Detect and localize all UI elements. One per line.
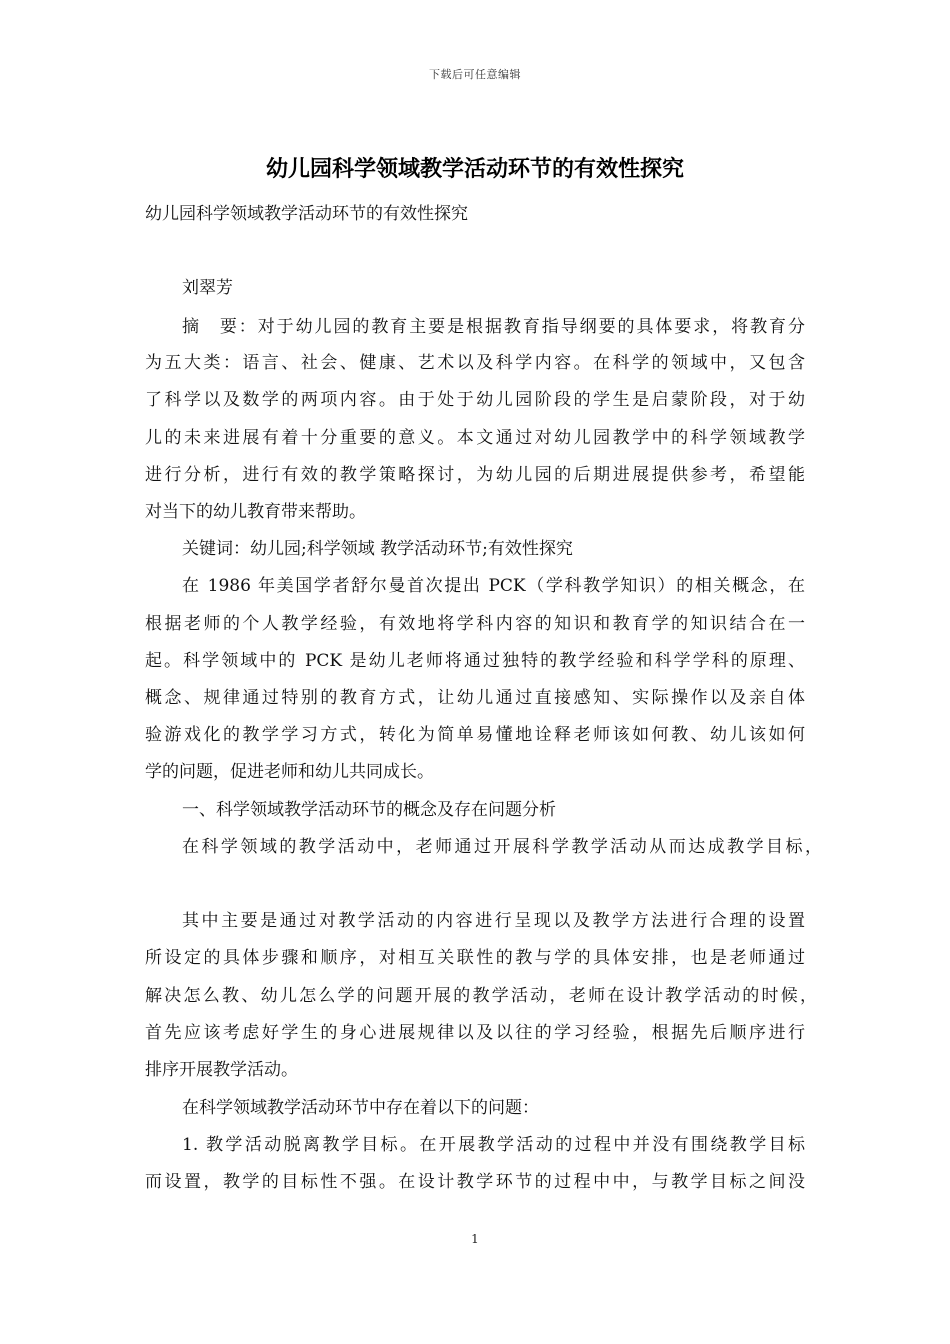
list-item-1-line-2: 而设置，教学的目标性不强。在设计教学环节的过程中中，与教学目标之间没: [145, 1172, 805, 1192]
abstract-line-3: 了科学以及数学的两项内容。由于处于幼儿园阶段的学生是启蒙阶段，对于幼: [145, 390, 805, 410]
abstract-line-4: 儿的未来进展有着十分重要的意义。本文通过对幼儿园教学中的科学领域教学: [145, 428, 805, 448]
body-paragraph-1-line-5: 验游戏化的教学学习方式，转化为简单易懂地诠释老师该如何教、幼儿该如何: [145, 725, 805, 745]
abstract-line-1: 摘 要：对于幼儿园的教育主要是根据教育指导纲要的具体要求，将教育分: [182, 317, 805, 337]
section-heading-1: 一、科学领域教学活动环节的概念及存在问题分析: [182, 800, 556, 820]
body-paragraph-1-line-2: 根据老师的个人教学经验，有效地将学科内容的知识和教育学的知识结合在一: [145, 614, 805, 634]
page-number: 1: [471, 1232, 479, 1246]
body-paragraph-1-line-1: 在 1986 年美国学者舒尔曼首次提出 PCK（学科教学知识）的相关概念，在: [182, 576, 805, 596]
body-paragraph-1-line-6: 学的问题，促进老师和幼儿共同成长。: [145, 762, 434, 782]
body-paragraph-3-line-1: 其中主要是通过对教学活动的内容进行呈现以及教学方法进行合理的设置: [182, 911, 805, 931]
subtitle-line: 幼儿园科学领域教学活动环节的有效性探究: [145, 204, 468, 224]
document-title: 幼儿园科学领域教学活动环节的有效性探究: [265, 156, 684, 182]
body-paragraph-1-line-4: 概念、规律通过特别的教育方式，让幼儿通过直接感知、实际操作以及亲自体: [145, 688, 805, 708]
body-paragraph-4-line-1: 在科学领域教学活动环节中存在着以下的问题：: [182, 1098, 539, 1118]
body-paragraph-1-line-3: 起。科学领域中的 PCK 是幼儿老师将通过独特的教学经验和科学学科的原理、: [145, 651, 805, 671]
body-paragraph-3-line-3: 解决怎么教、幼儿怎么学的问题开展的教学活动，老师在设计教学活动的时候，: [145, 986, 817, 1006]
abstract-line-6: 对当下的幼儿教育带来帮助。: [145, 502, 366, 522]
body-paragraph-2-line-1: 在科学领域的教学活动中，老师通过开展科学教学活动从而达成教学目标，: [182, 837, 822, 857]
abstract-line-5: 进行分析，进行有效的教学策略探讨，为幼儿园的后期进展提供参考，希望能: [145, 465, 805, 485]
page-header: 下载后可任意编辑: [429, 68, 521, 81]
abstract-line-2: 为五大类：语言、社会、健康、艺术以及科学内容。在科学的领域中，又包含: [145, 353, 805, 373]
body-paragraph-3-line-4: 首先应该考虑好学生的身心进展规律以及以往的学习经验，根据先后顺序进行: [145, 1023, 805, 1043]
body-paragraph-3-line-5: 排序开展教学活动。: [145, 1060, 298, 1080]
body-paragraph-3-line-2: 所设定的具体步骤和顺序，对相互关联性的教与学的具体安排，也是老师通过: [145, 948, 805, 968]
author-name: 刘翠芳: [182, 278, 233, 298]
list-item-1-line-1: 1. 教学活动脱离教学目标。在开展教学活动的过程中并没有围绕教学目标: [182, 1135, 805, 1155]
keywords-line: 关键词：幼儿园;科学领域 教学活动环节;有效性探究: [182, 539, 573, 559]
